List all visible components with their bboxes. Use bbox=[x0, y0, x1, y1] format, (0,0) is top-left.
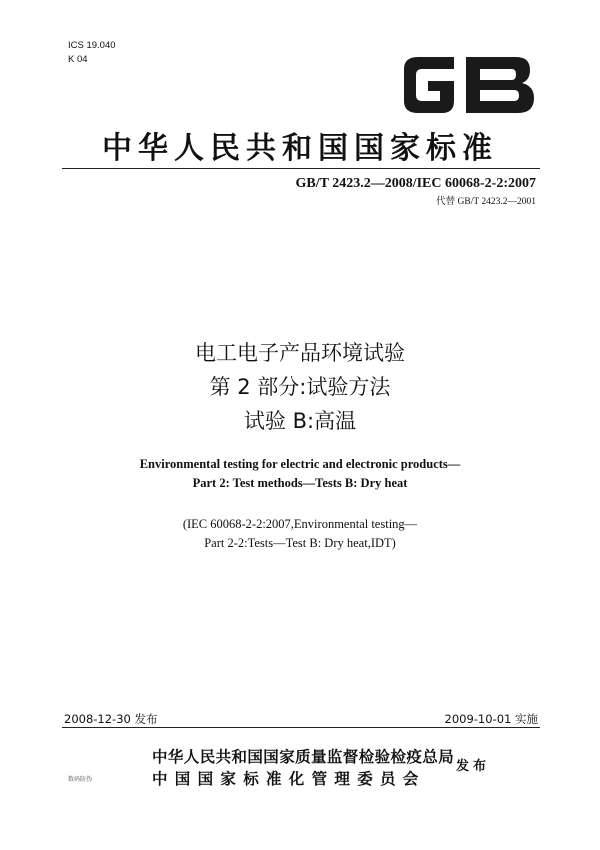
ics-code: ICS 19.040 bbox=[68, 40, 116, 51]
replaces-standard: 代替 GB/T 2423.2—2001 bbox=[436, 197, 536, 207]
main-title: 中华人民共和国国家标准 bbox=[102, 131, 498, 166]
iec-reference-line1: (IEC 60068-2-2:2007,Environmental testing— bbox=[182, 517, 418, 531]
issue-date: 2008-12-30 发布 bbox=[64, 712, 158, 726]
implementation-date: 2009-10-01 实施 bbox=[444, 712, 538, 726]
title-zh-line3: 试验 B:高温 bbox=[243, 409, 357, 433]
anti-counterfeit-stamp: 数码防伪 bbox=[68, 776, 93, 783]
ccs-code: K 04 bbox=[68, 54, 88, 65]
top-divider bbox=[62, 168, 540, 169]
iec-reference-line2: Part 2-2:Tests—Test B: Dry heat,IDT) bbox=[204, 536, 396, 550]
title-zh-line2: 第 2 部分:试验方法 bbox=[209, 375, 391, 399]
classification-codes bbox=[68, 39, 116, 67]
title-en-line2: Part 2: Test methods—Tests B: Dry heat bbox=[192, 476, 408, 490]
gb-logo bbox=[394, 55, 544, 119]
title-en-line1: Environmental testing for electric and electronic products— bbox=[139, 457, 461, 471]
publish-label: 发布 bbox=[456, 759, 491, 774]
standard-number: GB/T 2423.2—2008/IEC 60068-2-2:2007 bbox=[295, 176, 536, 191]
bottom-divider bbox=[62, 727, 540, 728]
issuer-line1: 中华人民共和国国家质量监督检验检疫总局 bbox=[152, 748, 455, 766]
title-zh-line1: 电工电子产品环境试验 bbox=[195, 341, 405, 365]
gb-logo-icon bbox=[394, 55, 544, 115]
issuer-line2: 中国国家标准化管理委员会 bbox=[152, 770, 426, 788]
